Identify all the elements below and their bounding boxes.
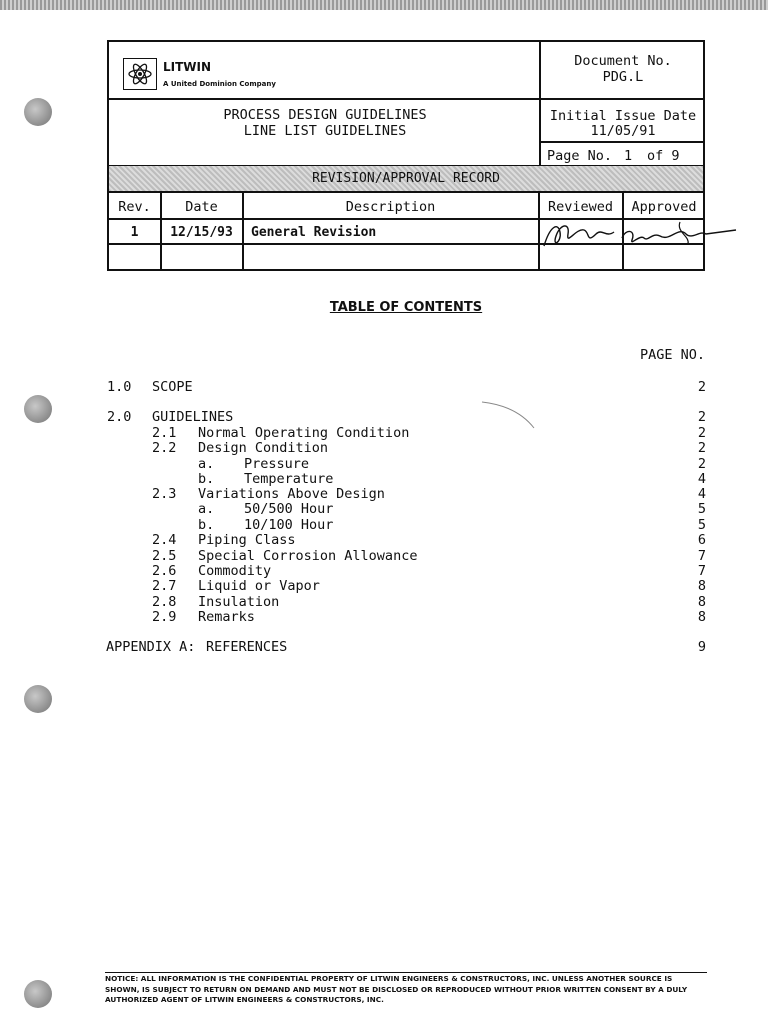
toc-entry-label: Normal Operating Condition bbox=[198, 425, 410, 441]
toc-entry-label: Special Corrosion Allowance bbox=[198, 548, 418, 564]
toc-entry bbox=[0, 578, 768, 594]
toc-entry bbox=[0, 517, 768, 533]
toc-entry bbox=[0, 548, 768, 564]
company-tagline: A United Dominion Company bbox=[163, 80, 276, 88]
toc-entry-label: Pressure bbox=[244, 456, 310, 472]
toc-entry-number: a. bbox=[198, 456, 215, 472]
toc-entry-label: REFERENCES bbox=[206, 639, 288, 655]
toc-entry-number: 2.6 bbox=[152, 563, 177, 579]
toc-entry-number: 1.0 bbox=[107, 379, 132, 395]
page-no-heading: PAGE NO. bbox=[639, 347, 705, 363]
toc-entry-label: Remarks bbox=[198, 609, 255, 625]
revision-number: 1 bbox=[130, 225, 139, 240]
toc-entry-label: GUIDELINES bbox=[152, 409, 234, 425]
doc-no-value: PDG.L bbox=[602, 69, 644, 85]
toc-entry bbox=[0, 532, 768, 548]
revision-description: General Revision bbox=[251, 225, 377, 240]
col-description: Description bbox=[345, 199, 436, 215]
revision-date: 12/15/93 bbox=[170, 225, 233, 240]
revision-band-label: REVISION/APPROVAL RECORD bbox=[312, 171, 500, 186]
issue-date-label: Initial Issue Date bbox=[549, 108, 697, 124]
toc-entry-label: Piping Class bbox=[198, 532, 296, 548]
reviewer-approver-signatures bbox=[540, 218, 740, 252]
toc-entry-label: SCOPE bbox=[152, 379, 193, 395]
toc-entry-number: 2.1 bbox=[152, 425, 177, 441]
toc-entry bbox=[0, 486, 768, 502]
toc-entry-page: 2 bbox=[697, 440, 706, 456]
page-no-value: 1 bbox=[624, 148, 633, 164]
toc-entry-number: 2.8 bbox=[152, 594, 177, 610]
toc-entry-label: 10/100 Hour bbox=[244, 517, 334, 533]
toc-entry bbox=[0, 563, 768, 579]
toc-entry-label: Design Condition bbox=[198, 440, 329, 456]
toc-entry bbox=[0, 471, 768, 487]
toc-entry-page: 8 bbox=[697, 594, 706, 610]
company-name: LITWIN bbox=[163, 60, 212, 74]
scan-top-edge bbox=[0, 0, 768, 10]
toc-entry-number: 2.2 bbox=[152, 440, 177, 456]
doc-no-label: Document No. bbox=[574, 53, 672, 69]
toc-entry bbox=[0, 379, 768, 395]
punch-hole bbox=[24, 98, 52, 126]
toc-entry-page: 5 bbox=[697, 517, 706, 533]
toc-entry-label: Commodity bbox=[198, 563, 272, 579]
toc-entry-number: 2.4 bbox=[152, 532, 177, 548]
punch-hole bbox=[24, 685, 52, 713]
toc-entry-label: Temperature bbox=[244, 471, 334, 487]
toc-entry-page: 8 bbox=[697, 578, 706, 594]
col-reviewed: Reviewed bbox=[547, 199, 614, 215]
toc-entry-label: Insulation bbox=[198, 594, 280, 610]
toc-entry-number: a. bbox=[198, 501, 215, 517]
toc-entry-number: 2.0 bbox=[107, 409, 132, 425]
toc-entry-number: b. bbox=[198, 471, 215, 487]
col-rev: Rev. bbox=[118, 199, 151, 215]
page-no-total: of 9 bbox=[647, 148, 680, 164]
document-subtitle: LINE LIST GUIDELINES bbox=[243, 123, 407, 139]
toc-entry bbox=[0, 609, 768, 625]
punch-hole bbox=[24, 980, 52, 1008]
toc-entry bbox=[0, 409, 768, 425]
document-title: PROCESS DESIGN GUIDELINES bbox=[223, 107, 427, 123]
toc-entry-page: 2 bbox=[697, 379, 706, 395]
toc-entry-page: 9 bbox=[697, 639, 706, 655]
toc-entry-page: 4 bbox=[697, 471, 706, 487]
toc-entry-page: 4 bbox=[697, 486, 706, 502]
toc-entry-number: 2.3 bbox=[152, 486, 177, 502]
page-no-label: Page No. bbox=[547, 148, 613, 164]
toc-entry-number: b. bbox=[198, 517, 215, 533]
issue-date-value: 11/05/91 bbox=[590, 123, 656, 139]
toc-entry bbox=[0, 440, 768, 456]
revision-approval-band bbox=[109, 166, 703, 191]
toc-entry-page: 8 bbox=[697, 609, 706, 625]
col-approved: Approved bbox=[631, 199, 697, 215]
toc-entry-page: 2 bbox=[697, 409, 706, 425]
toc-entry bbox=[0, 456, 768, 472]
toc-entry bbox=[0, 639, 768, 655]
toc-entry-page: 6 bbox=[697, 532, 706, 548]
toc-entry-page: 5 bbox=[697, 501, 706, 517]
toc-entry bbox=[0, 594, 768, 610]
toc-entry-number: 2.5 bbox=[152, 548, 177, 564]
toc-entry-page: 7 bbox=[697, 548, 706, 564]
toc-entry-page: 7 bbox=[697, 563, 706, 579]
toc-entry-label: 50/500 Hour bbox=[244, 501, 334, 517]
toc-entry-label: Liquid or Vapor bbox=[198, 578, 320, 594]
toc-entry-label: Variations Above Design bbox=[198, 486, 385, 502]
toc-title: TABLE OF CONTENTS bbox=[329, 300, 483, 315]
col-date: Date bbox=[185, 199, 218, 215]
toc-entry-page: 2 bbox=[697, 456, 706, 472]
toc-entry-number: 2.9 bbox=[152, 609, 177, 625]
toc-entry bbox=[0, 501, 768, 517]
toc-entry-number: 2.7 bbox=[152, 578, 177, 594]
stray-pen-mark bbox=[480, 398, 540, 434]
litwin-logo-icon bbox=[123, 58, 157, 90]
confidentiality-notice: NOTICE: ALL INFORMATION IS THE CONFIDENTIAL PROPERTY OF LITWIN ENGINEERS & CONSTRUCTORS, INC. UNLESS ANOTHER SOURCE IS SHOWN, IS SUBJECT TO RETURN ON DEMAND AND MUST NOT BE DISCLOSED OR REPRODUCED WITHOUT PRIOR WRITTEN CONSENT BY A DULY AUTHORIZED AGENT OF LITWIN ENGINEERS & CONSTRUCTORS, INC. bbox=[105, 972, 707, 1006]
toc-entry-page: 2 bbox=[697, 425, 706, 441]
toc-entry bbox=[0, 425, 768, 441]
toc-entry-number: APPENDIX A: bbox=[106, 639, 196, 655]
